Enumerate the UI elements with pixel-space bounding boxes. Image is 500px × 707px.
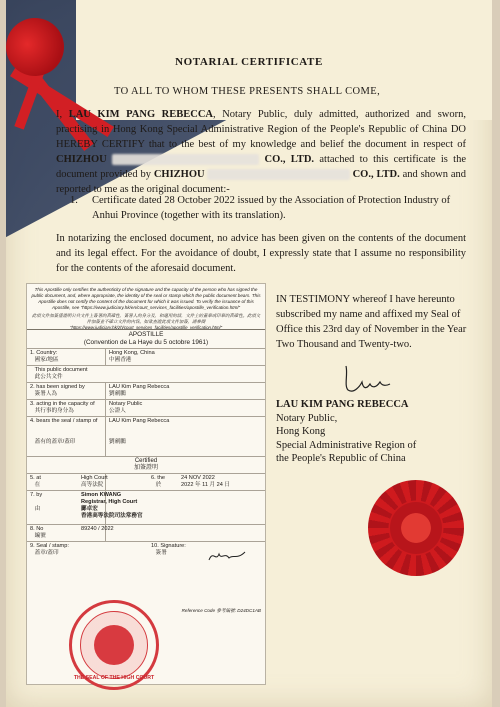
notarial-certificate-page: [6, 0, 492, 707]
redacted-text: [112, 154, 259, 165]
apostille-heading: [27, 329, 265, 348]
apostille-sticker: [26, 283, 266, 685]
row-label-zh: 此公共文件: [34, 374, 63, 380]
apostille-title: APOSTILLE: [128, 331, 164, 338]
row-label: at: [36, 475, 41, 481]
row-label: acting in the capacity of: [36, 401, 95, 407]
apostille-intro-en: This Apostille only certifies the authenticity of the signature and the capacity of the person who has signed the public document, and, where appropriate, the identity of the seal or stamp which the public document bears. This Apostille does not certify the content of the document for which it was issued. To verify the issuance of this Apostille, see "https://www.judiciary.hk/en/court_services_facilities/apostille_verification.html": [31, 287, 261, 310]
company-suffix: CO., LTD.: [264, 154, 315, 165]
divider: [105, 383, 106, 399]
notary-place: Hong Kong: [276, 426, 326, 437]
divider: [105, 417, 106, 456]
apostille-row-country: 1. Country: 國家/地區 Hong Kong, China 中國香港: [27, 348, 265, 365]
registrar-name-zh: 鄺卓宏: [81, 506, 98, 512]
row-label: Country:: [36, 350, 58, 356]
row-value: High Court: [81, 475, 108, 481]
red-wax-seal-icon: [368, 480, 464, 576]
apostille-row-capacity: 3. acting in the capacity of 其行事的身分為 Notary Public 公證人: [27, 399, 265, 416]
row-label-zh: 於: [155, 482, 162, 488]
p1-text-3: and shown and reported to me as the original document:-: [56, 169, 467, 195]
row-label-zh: 國家/地區: [34, 357, 59, 363]
apostille-row-seal-signature: 9. Seal / stamp: 蓋章/蓋印 10. Signature: 簽署: [27, 541, 265, 567]
p1-lead: I,: [56, 109, 63, 120]
row-value: Hong Kong, China: [109, 350, 155, 356]
row-label: Signature:: [160, 543, 186, 549]
row-value: 24 NOV 2022: [181, 475, 215, 481]
row-label-zh: 簽署人為: [34, 391, 58, 397]
row-label: has been signed by: [36, 384, 85, 390]
row-label: This public document: [34, 367, 88, 373]
company-suffix-2: CO., LTD.: [352, 169, 400, 180]
notary-title: Notary Public,: [276, 412, 338, 424]
notary-region-line1: Special Administrative Region of: [276, 439, 417, 451]
apostille-convention: (Convention de La Haye du 5 octobre 1961): [83, 339, 209, 346]
divider: [105, 400, 106, 416]
apostille-row-signed-by: 2. has been signed by 簽署人為 LAU Kim Pang Rebecca 劉劍鵬: [27, 382, 265, 399]
apostille-row-at-date: 5. at 在 High Court 高等法院 6. the 於 24 NOV 2022 2022 年 11 月 24 日: [27, 473, 265, 490]
notary-region-line2: the People's Republic of China: [276, 453, 406, 464]
high-court-seal-icon: [69, 600, 159, 690]
divider: [105, 349, 106, 365]
row-value-zh: 高等法院: [81, 482, 104, 488]
certificate-title: NOTARIAL CERTIFICATE: [175, 56, 323, 68]
redacted-text: [207, 169, 349, 180]
row-label-zh: 蓋有的蓋章/蓋印: [34, 439, 76, 445]
row-label-zh: 編號: [34, 533, 46, 539]
apostille-row-seal: 4. bears the seal / stamp of 蓋有的蓋章/蓋印 LAU Kim Pang Rebecca 劉劍鵬: [27, 416, 265, 456]
item-number: 1.: [70, 195, 78, 206]
row-label: No: [36, 526, 44, 532]
row-value: Notary Public: [109, 401, 143, 407]
row-label-zh: 蓋章/蓋印: [34, 550, 59, 556]
bauhinia-emblem-icon: [94, 625, 134, 665]
row-value-zh: 2022 年 11 月 24 日: [181, 482, 231, 488]
certified-label-zh: 加簽證明: [133, 465, 158, 471]
p1-text-2: attached to this certificate is the document provided by: [56, 154, 467, 180]
salutation: TO ALL TO WHOM THESE PRESENTS SHALL COME,: [114, 86, 381, 97]
row-value-zh: 公證人: [109, 408, 126, 414]
company-name-2: CHIZHOU: [153, 169, 205, 180]
row-label-zh: 簽署: [155, 550, 167, 556]
row-value: LAU Kim Pang Rebecca: [109, 384, 170, 390]
apostille-row-number: 8. No 編號 89240 / 2022: [27, 524, 265, 541]
disclaimer-paragraph: In notarizing the enclosed document, no advice has been given on the contents of the document and its legal effect. For the avoidance of doubt, I expressly state that I assume no responsibility for the contents of the aforesaid document.: [56, 233, 466, 274]
apostille-number: 89240 / 2022: [81, 526, 114, 532]
notary-name-inline: LAU KIM PANG REBECCA: [68, 109, 214, 120]
row-label-zh: 其行事的身分為: [34, 408, 74, 414]
p1-text: , Notary Public, duly admitted, authorized and sworn, practising in Hong Kong Special Administrative Region of the People's Republic of China DO HEREBY CERTIFY that to the best of my knowledge and belief the document in respect of: [56, 109, 466, 150]
apostille-row-by: 7. by 由 Simon KWANG Registrar, High Court 鄺卓宏 香港高等法院司法常務官: [27, 490, 265, 524]
seal-text: THE SEAL OF THE HIGH COURT: [73, 675, 155, 681]
testimony-text: IN TESTIMONY whereof I have hereunto subscribed my name and affixed my Seal of Office this 23rd day of November in the Year Two Thousand and Twenty-two.: [276, 294, 467, 350]
apostille-row-public-document: [27, 365, 265, 382]
row-label: by: [36, 492, 43, 498]
notary-signature-block: [276, 398, 481, 466]
row-label-zh: 由: [34, 506, 41, 512]
item-text: Certificate dated 28 October 2022 issued by the Association of Protection Industry of Anhui Province (together with its translation).: [92, 195, 451, 221]
notary-name: LAU KIM PANG REBECCA: [276, 399, 409, 410]
apostille-certified: [27, 456, 265, 473]
certification-paragraph: [56, 107, 466, 197]
apostille-intro-zh: 此項文件加簽僅證明公共文件上簽署的真確性，簽署人的身分及，和適用的話，文件上的蓋章或印章的真確性。此項文件加簽並不確立文件的內容。如欲查證此項文件加簽，請參閱 "https://www.judiciary.hk/zh/court_services_facilities/apostille_verification.html": [31, 313, 261, 330]
row-label-zh: 在: [34, 482, 41, 488]
apostille-table: [27, 329, 265, 567]
row-value-zh: 劉劍鵬: [109, 439, 126, 445]
row-label: the: [157, 475, 166, 481]
certified-label: Certified: [134, 458, 158, 464]
row-label: Seal / stamp:: [36, 543, 69, 549]
registrar-role-zh: 香港高等法院司法常務官: [81, 513, 143, 519]
row-value-zh: 劉劍鵬: [109, 391, 126, 397]
row-value: LAU Kim Pang Rebecca: [109, 418, 170, 424]
registrar-role: Registrar, High Court: [81, 499, 138, 505]
registrar-signature-icon: [207, 548, 247, 564]
row-label: bears the seal / stamp of: [36, 418, 98, 424]
registrar-name: Simon KWANG: [81, 492, 122, 498]
reference-code: Reference Code 參考編號: D24DC1AB: [181, 608, 261, 613]
notary-signature-icon: [336, 360, 396, 400]
row-value-zh: 中國香港: [109, 357, 132, 363]
company-name: CHIZHOU: [56, 154, 107, 165]
